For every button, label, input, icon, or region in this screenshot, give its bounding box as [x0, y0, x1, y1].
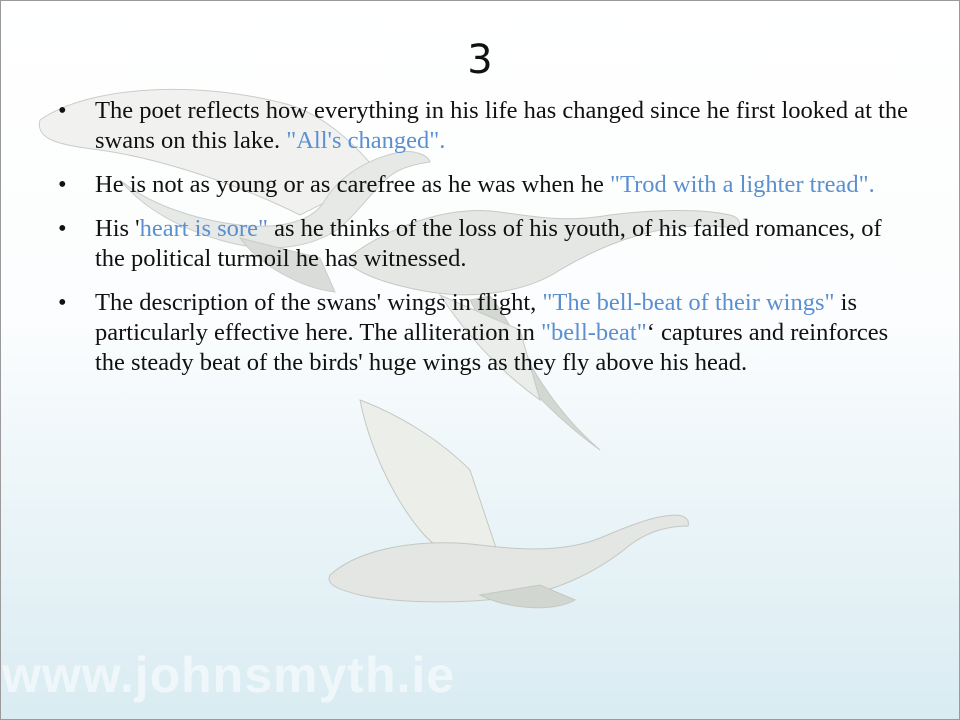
slide-title: 3 [467, 37, 493, 83]
bullet-icon: • [58, 215, 67, 242]
bullet-text: His ' [95, 215, 140, 242]
bullet-text: The description of the swans' wings in flight, [95, 289, 543, 316]
bullet-text: ‘ captures and reinforces the steady beat of the birds' huge wings as they fly above his head. [95, 319, 889, 376]
watermark-text: www.johnsmyth.ie [2, 647, 456, 703]
bullet-text: The poet reflects how everything in his life has changed since he first looked at the swans on this lake. [95, 97, 908, 154]
bullet-icon: • [58, 289, 67, 316]
bullet-text: He is not as young or as carefree as he was when he [95, 171, 610, 198]
bullet-text: is particularly effective here. The alliteration in [95, 289, 857, 346]
bullet-icon: • [58, 171, 67, 198]
bullet-item-2 [58, 170, 908, 200]
bullet-icon: • [58, 97, 67, 124]
bullet-list [58, 96, 908, 392]
bullet-quote: "All's changed". [286, 127, 446, 154]
bullet-item-4 [58, 288, 908, 378]
bullet-quote: "Trod with a lighter tread". [610, 171, 875, 198]
bullet-item-3 [58, 214, 908, 274]
swan-bottom [329, 400, 688, 608]
bullet-quote: "bell-beat" [541, 319, 647, 346]
bullet-quote: heart is sore" [139, 215, 268, 242]
bullet-quote: "The bell-beat of their wings" [542, 289, 835, 316]
bullet-text: as he thinks of the loss of his youth, of his failed romances, of the political turmoil he has witnessed. [95, 215, 882, 272]
bullet-item-1 [58, 96, 908, 156]
